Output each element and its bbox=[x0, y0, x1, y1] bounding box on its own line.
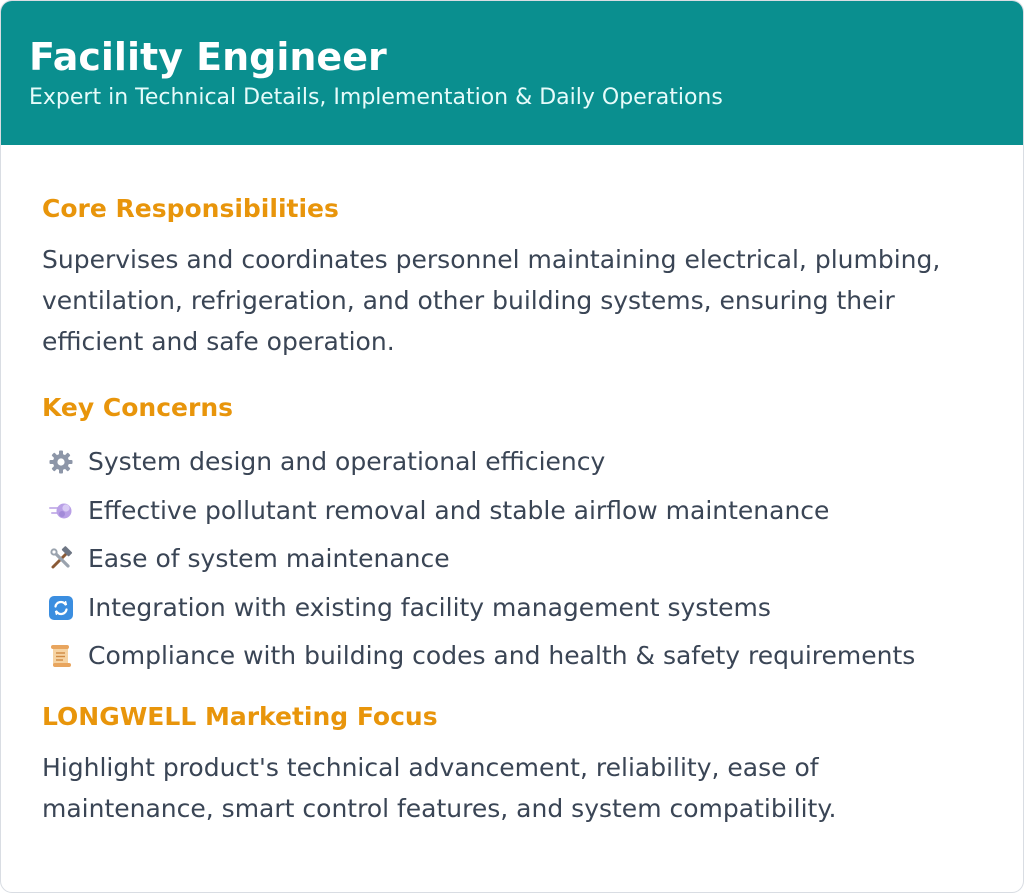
gear-icon bbox=[46, 447, 76, 477]
list-item bbox=[42, 438, 983, 487]
list-item bbox=[42, 632, 983, 681]
concern-text: Ease of system maintenance bbox=[88, 544, 450, 574]
section-title-marketing-focus: LONGWELL Marketing Focus bbox=[42, 701, 438, 731]
scroll-icon bbox=[46, 641, 76, 671]
card-header bbox=[1, 1, 1023, 145]
concern-text: Compliance with building codes and health & safety requirements bbox=[88, 641, 916, 671]
hammer-wrench-icon bbox=[46, 544, 76, 574]
marketing-focus-text: Highlight product's technical advancement, reliability, ease of maintenance, smart control features, and system compatibility. bbox=[42, 752, 837, 823]
concern-text: System design and operational efficiency bbox=[88, 447, 606, 477]
concern-text: Integration with existing facility management systems bbox=[88, 592, 771, 622]
concern-text: Effective pollutant removal and stable airflow maintenance bbox=[88, 495, 830, 525]
list-item bbox=[42, 487, 983, 536]
list-item bbox=[42, 535, 983, 584]
list-item bbox=[42, 584, 983, 633]
sync-icon bbox=[46, 593, 76, 623]
card-content bbox=[1, 145, 1023, 829]
section-title-key-concerns: Key Concerns bbox=[42, 393, 233, 422]
persona-title: Facility Engineer bbox=[29, 35, 387, 79]
wind-icon bbox=[46, 496, 76, 526]
persona-subtitle: Expert in Technical Details, Implementation & Daily Operations bbox=[29, 85, 723, 110]
core-responsibilities-text: Supervises and coordinates personnel maintaining electrical, plumbing, ventilation, refrigeration, and other building systems, ensuring their efficient and safe operation. bbox=[42, 245, 941, 356]
key-concerns-list bbox=[42, 438, 983, 681]
section-title-core-responsibilities: Core Responsibilities bbox=[42, 194, 339, 223]
